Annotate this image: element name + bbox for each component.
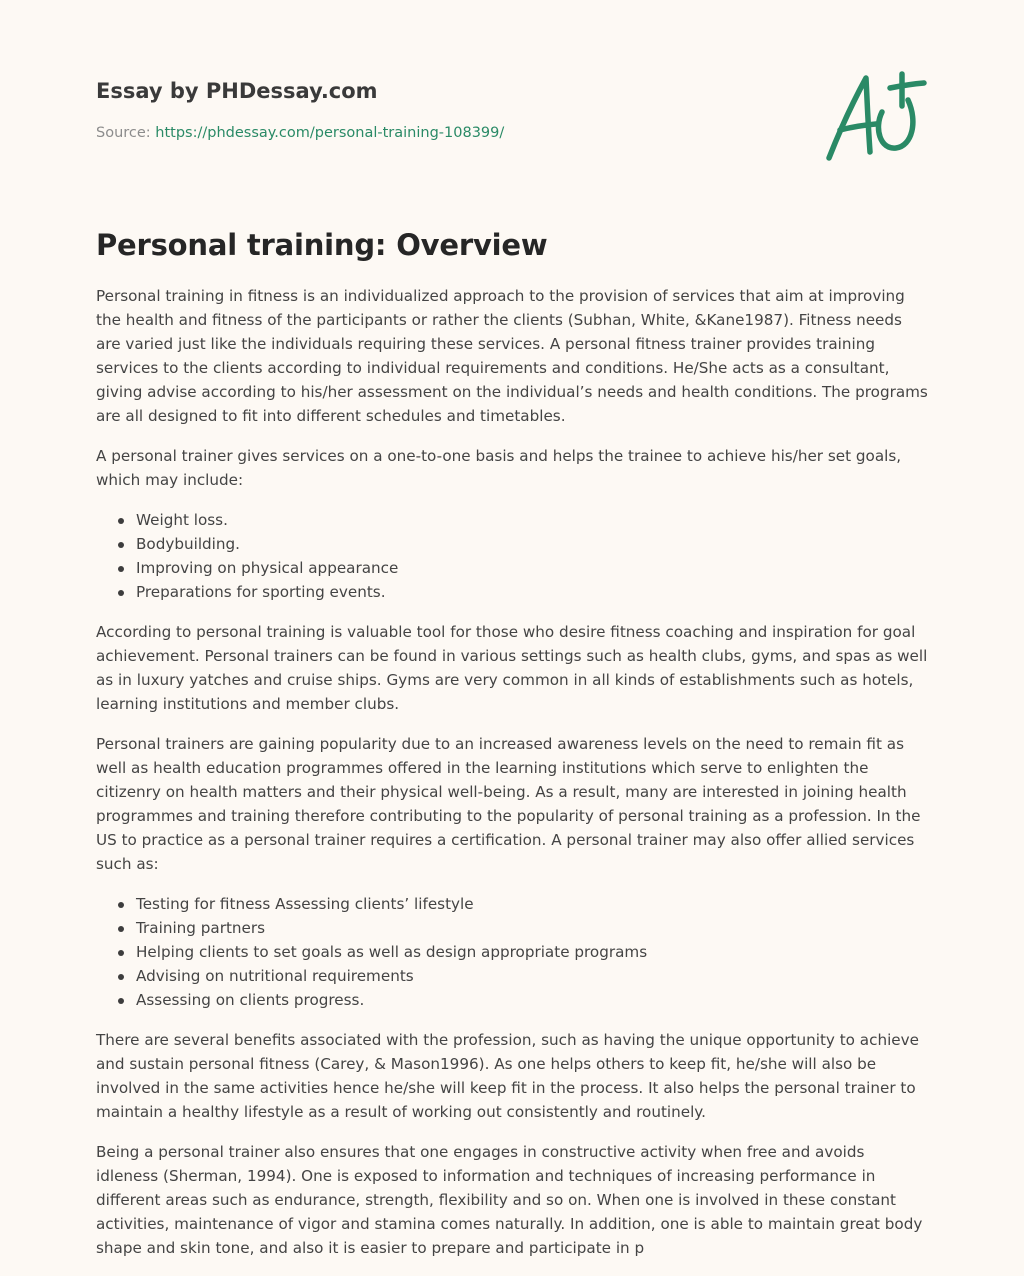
source-link[interactable]: https://phdessay.com/personal-training-108399/ [155, 125, 505, 141]
a-plus-logo-icon [820, 68, 930, 164]
paragraph: Personal training in fitness is an individualized approach to the provision of services that aim at improving the health and fitness of the participants or rather the clients (Subhan, White, &Kane1987). Fitness needs are varied just like the individuals requiring these services. A personal fitness trainer provides training services to the clients according to individual requirements and conditions. He/She acts as a consultant, giving advise according to his/her assessment on the individual’s needs and health conditions. The programs are all designed to fit into different schedules and timetables. [96, 287, 928, 425]
list-item: Training partners [136, 916, 928, 940]
list-item: Weight loss. [136, 508, 928, 532]
list-item: Preparations for sporting events. [136, 580, 928, 604]
paragraph: Personal trainers are gaining popularity due to an increased awareness levels on the need to remain fit as well as health education programmes offered in the learning institutions which serve to enlighten the citizenry on health matters and their physical well-being. As a result, many are interested in joining health programmes and training therefore contributing to the popularity of personal training as a profession. In the US to practice as a personal trainer requires a certification. A personal trainer may also offer allied services such as: [96, 735, 921, 873]
paragraph: A personal trainer gives services on a one-to-one basis and helps the trainee to achieve his/her set goals, which may include: [96, 447, 902, 489]
list-item: Advising on nutritional requirements [136, 964, 928, 988]
essay-title: Personal training: Overview [96, 228, 548, 262]
essay-body [96, 284, 928, 1276]
source-line [96, 123, 504, 143]
paragraph: Being a personal trainer also ensures that one engages in constructive activity when free and avoids idleness (Sherman, 1994). One is exposed to information and techniques of increasing performance in different areas such as endurance, strength, flexibility and so on. When one is involved in these constant activities, maintenance of vigor and stamina comes naturally. In addition, one is able to maintain great body shape and skin tone, and also it is easier to prepare and participate in p [96, 1143, 923, 1257]
list-item: Assessing on clients progress. [136, 988, 928, 1012]
paragraph: There are several benefits associated with the profession, such as having the unique opportunity to achieve and sustain personal fitness (Carey, & Mason1996). As one helps others to keep fit, he/she will also be involved in the same activities hence he/she will keep fit in the process. It also helps the personal trainer to maintain a healthy lifestyle as a result of working out consistently and routinely. [96, 1031, 919, 1121]
paragraph: According to personal training is valuable tool for those who desire fitness coaching and inspiration for goal achievement. Personal trainers can be found in various settings such as health clubs, gyms, and spas as well as in luxury yatches and cruise ships. Gyms are very common in all kinds of establishments such as hotels, learning institutions and member clubs. [96, 623, 928, 713]
list-item: Bodybuilding. [136, 532, 928, 556]
site-title: Essay by PHDessay.com [96, 79, 378, 103]
list-item: Helping clients to set goals as well as design appropriate programs [136, 940, 928, 964]
services-list [96, 892, 928, 1012]
goals-list [96, 508, 928, 604]
list-item: Improving on physical appearance [136, 556, 928, 580]
list-item: Testing for fitness Assessing clients’ lifestyle [136, 892, 928, 916]
source-label: Source: [96, 125, 151, 141]
